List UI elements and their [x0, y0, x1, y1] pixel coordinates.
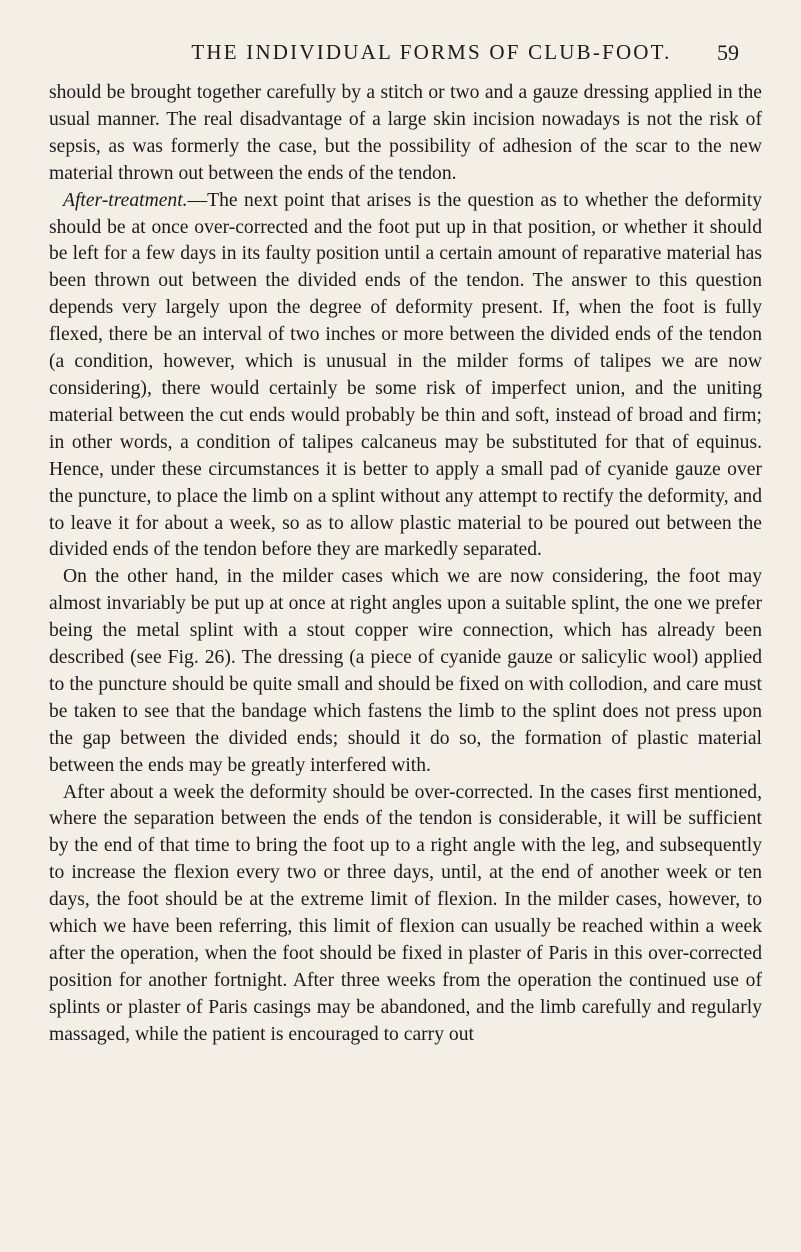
paragraph: After about a week the deformity should be over-corrected. In the cases first mentioned, where the separation between the ends of the tendon is considerable, it will be sufficient by the end of that time to bring the foot up to a right angle with the leg, and subsequently to increase the flexion every two or three days, until, at the end of another week or ten days, the foot should be at the extreme limit of flexion. In the milder cases, however, to which we have been referring, this limit of flexion can usually be reached within a week after the operation, when the foot should be fixed in plaster of Paris in this over-corrected position for another fortnight. After three weeks from the operation the continued use of splints or plaster of Paris casings may be abandoned, and the limb carefully and regularly massaged, while the patient is encouraged to carry out — [49, 781, 762, 1045]
body-text — [49, 80, 762, 1049]
paragraph: should be brought together carefully by a stitch or two and a gauze dressing applied in the usual manner. The real disadvantage of a large skin incision nowadays is not the risk of sepsis, as was formerly the case, but the possibility of adhesion of the scar to the new material thrown out between the ends of the tendon. — [49, 82, 762, 184]
paragraph — [49, 188, 762, 565]
running-head: THE INDIVIDUAL FORMS OF CLUB-FOOT. — [191, 40, 672, 64]
page-header — [40, 40, 761, 80]
paragraph-text: —The next point that arises is the question as to whether the deformity should be at once over-corrected and the foot put up in that position, or whether it should be left for a few days in its faulty position until a certain amount of reparative material has been thrown out between the divided ends of the tendon. The answer to this question depends very largely upon the degree of deformity present. If, when the foot is fully flexed, there be an interval of two inches or more between the divided ends of the tendon (a condition, however, which is unusual in the milder forms of talipes we are now considering), there would certainly be some risk of imperfect union, and the uniting material between the cut ends would probably be thin and soft, instead of broad and firm; in other words, a condition of talipes calcaneus may be substituted for that of equinus. Hence, under these circumstances it is better to apply a small pad of cyanide gauze over the puncture, to place the limb on a splint without any attempt to rectify the deformity, and to leave it for about a week, so as to allow plastic material to be poured out between the divided ends of the tendon before they are markedly separated. — [49, 189, 762, 561]
page-number: 59 — [717, 40, 739, 65]
paragraph: On the other hand, in the milder cases which we are now considering, the foot may almost invariably be put up at once at right angles upon a suitable splint, the one we prefer being the metal splint with a stout copper wire connection, which has already been described (see Fig. 26). The dressing (a piece of cyanide gauze or salicylic wool) applied to the puncture should be quite small and should be fixed on with collodion, and care must be taken to see that the bandage which fastens the limb to the splint does not press upon the gap between the divided ends; should it do so, the formation of plastic material between the ends may be greatly interfered with. — [49, 566, 762, 776]
section-heading: After-treatment. — [63, 189, 188, 211]
